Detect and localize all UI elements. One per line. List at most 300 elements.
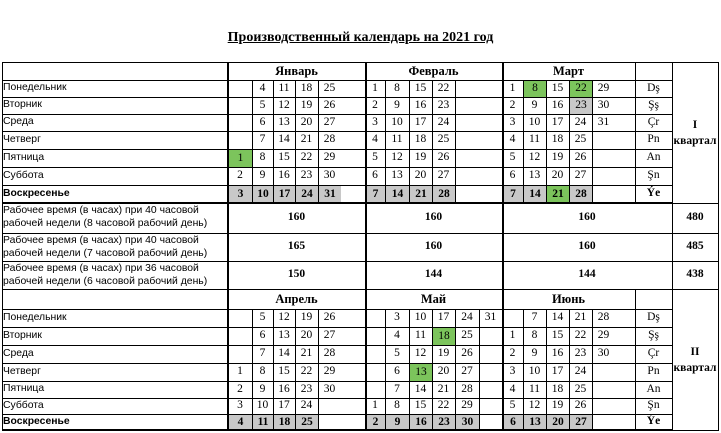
- day-cell: 8: [524, 81, 546, 97]
- day-cell: [479, 381, 502, 398]
- day-cell: 13: [391, 169, 403, 182]
- day-cell: 20: [437, 365, 450, 378]
- day-cell: 29: [323, 365, 336, 378]
- day-cell: 5: [372, 151, 378, 164]
- day-cell: 7: [503, 186, 523, 203]
- day-cell: 30: [456, 415, 479, 430]
- grid-line: [718, 203, 719, 289]
- day-cell: 21: [574, 311, 587, 324]
- day-cell: 15: [278, 151, 290, 164]
- day-cell: 6: [394, 365, 400, 378]
- hours-value: 144: [578, 268, 596, 281]
- grid-line: [2, 62, 3, 204]
- day-cell: 26: [461, 347, 473, 360]
- day-cell: 22: [570, 81, 592, 97]
- day-cell: 9: [259, 382, 266, 395]
- weekday-label: Вторник: [3, 329, 42, 341]
- grid-line: [503, 203, 504, 289]
- day-cell: 5: [259, 311, 266, 324]
- day-cell: 15: [278, 365, 290, 378]
- day-cell: [479, 398, 502, 414]
- day-cell: [592, 185, 615, 203]
- weekday-label: Четверг: [3, 133, 41, 145]
- day-cell: 8: [259, 365, 266, 378]
- day-cell: [228, 131, 252, 149]
- day-cell: 6: [259, 329, 266, 342]
- grid-line: [2, 80, 672, 81]
- grid-line: [2, 345, 672, 346]
- day-cell: 19: [414, 151, 427, 164]
- grid-line: [2, 363, 672, 364]
- day-cell: 20: [547, 415, 569, 430]
- month-header: Февраль: [408, 63, 459, 78]
- day-cell: 23: [300, 169, 313, 182]
- day-cell: 17: [551, 365, 564, 378]
- hours-value: 160: [424, 240, 443, 253]
- day-cell: 31: [484, 311, 497, 324]
- day-cell: 25: [323, 81, 336, 94]
- day-cell: 18: [551, 133, 564, 146]
- month-header: Март: [553, 63, 584, 78]
- day-cell: 11: [278, 81, 290, 94]
- grid-line: [2, 430, 718, 431]
- day-cell: 21: [410, 186, 432, 203]
- day-cell: [228, 97, 252, 114]
- day-cell: 15: [551, 81, 564, 94]
- weekday-abbr: Şş: [648, 98, 659, 111]
- day-cell: [455, 185, 479, 203]
- day-cell: 13: [528, 169, 541, 182]
- day-cell: 14: [278, 133, 290, 146]
- day-cell: 14: [414, 382, 427, 395]
- month-header: Апрель: [275, 291, 318, 306]
- day-cell: 28: [597, 311, 610, 324]
- day-cell: 1: [372, 399, 378, 412]
- quarter-label: I квартал: [673, 118, 717, 147]
- day-cell: 26: [323, 98, 336, 111]
- day-cell: 5: [509, 151, 516, 164]
- day-cell: 7: [531, 311, 538, 324]
- grid-line: [228, 62, 229, 204]
- day-cell: 30: [597, 98, 610, 111]
- grid-line: [672, 62, 673, 204]
- day-cell: 15: [414, 399, 427, 412]
- day-cell: 27: [323, 115, 336, 128]
- day-cell: 7: [366, 186, 385, 203]
- day-cell: 11: [528, 382, 541, 395]
- day-cell: [479, 345, 502, 363]
- grid-line: [2, 149, 672, 150]
- day-cell: 4: [229, 415, 252, 430]
- weekday-label: Четверг: [3, 365, 41, 377]
- day-cell: 13: [278, 329, 290, 342]
- grid-line: [2, 167, 672, 168]
- day-cell: 24: [574, 115, 587, 128]
- day-cell: 30: [597, 347, 610, 360]
- grid-line: [2, 114, 672, 115]
- day-cell: 14: [524, 186, 546, 203]
- grid-line: [2, 289, 718, 290]
- day-cell: 17: [274, 186, 295, 203]
- day-cell: 13: [524, 415, 546, 430]
- grid-line: [366, 203, 367, 289]
- day-cell: 1: [509, 81, 516, 94]
- day-cell: 24: [437, 115, 450, 128]
- day-cell: 28: [461, 382, 473, 395]
- day-cell: 17: [551, 115, 564, 128]
- day-cell: [228, 345, 252, 363]
- day-cell: [228, 327, 252, 345]
- hours-label: Рабочее время (в часах) при 40 часовой рабочей недели (8 часовой рабочий день): [3, 205, 208, 229]
- grid-line: [2, 203, 3, 289]
- day-cell: 1: [237, 365, 243, 378]
- hours-value: 160: [287, 211, 306, 224]
- grid-line: [227, 289, 228, 431]
- day-cell: 12: [528, 399, 541, 412]
- day-cell: 16: [414, 98, 427, 111]
- day-cell: 10: [528, 115, 541, 128]
- day-cell: 25: [574, 133, 587, 146]
- day-cell: 17: [278, 399, 290, 412]
- day-cell: 21: [437, 382, 450, 395]
- day-cell: [592, 149, 615, 167]
- day-cell: [228, 80, 252, 97]
- day-cell: 17: [437, 311, 450, 324]
- grid-line: [503, 62, 504, 204]
- grid-line: [366, 62, 367, 204]
- day-cell: [592, 363, 615, 381]
- day-cell: 12: [278, 311, 290, 324]
- day-cell: 21: [300, 133, 313, 146]
- hours-value: 160: [578, 240, 596, 253]
- day-cell: 23: [437, 98, 450, 111]
- weekday-label: Воскресенье: [3, 187, 70, 199]
- day-cell: 9: [259, 169, 266, 182]
- day-cell: 8: [394, 81, 400, 94]
- day-cell: 11: [528, 133, 541, 146]
- day-cell: [479, 414, 502, 430]
- day-cell: 10: [391, 115, 403, 128]
- day-cell: 17: [414, 115, 427, 128]
- day-cell: 13: [278, 115, 290, 128]
- day-cell: [455, 97, 479, 114]
- day-cell: 7: [259, 347, 266, 360]
- day-cell: 29: [597, 329, 610, 342]
- grid-line: [366, 289, 367, 431]
- weekday-abbr: Dş: [647, 311, 660, 324]
- weekday-abbr: Pn: [647, 365, 660, 378]
- day-cell: 3: [509, 365, 516, 378]
- day-cell: [318, 398, 341, 414]
- day-cell: 8: [394, 399, 400, 412]
- month-header: Июнь: [551, 291, 586, 306]
- grid-line: [635, 289, 636, 431]
- day-cell: 26: [323, 311, 336, 324]
- day-cell: 22: [437, 399, 450, 412]
- day-cell: 4: [509, 382, 516, 395]
- day-cell: 16: [551, 347, 564, 360]
- grid-line: [2, 309, 672, 310]
- day-cell: 12: [391, 151, 403, 164]
- grid-line: [503, 289, 504, 431]
- day-cell: 12: [528, 151, 541, 164]
- grid-line: [672, 289, 673, 431]
- day-cell: 9: [531, 347, 538, 360]
- day-cell: 11: [253, 415, 273, 430]
- day-cell: [592, 131, 615, 149]
- day-cell: 9: [394, 98, 400, 111]
- day-cell: [479, 363, 502, 381]
- weekday-abbr: An: [646, 382, 661, 395]
- day-cell: 14: [278, 347, 290, 360]
- grid-line: [2, 261, 718, 262]
- day-cell: 6: [372, 169, 378, 182]
- day-cell: 29: [461, 399, 473, 412]
- grid-line: [2, 414, 672, 415]
- weekday-abbr: Şn: [647, 399, 660, 412]
- weekday-label: Суббота: [3, 399, 44, 411]
- day-cell: [228, 309, 252, 327]
- weekday-abbr: An: [646, 151, 661, 164]
- weekday-label: Вторник: [3, 99, 42, 111]
- day-cell: 2: [366, 415, 385, 430]
- grid-line: [228, 203, 229, 289]
- grid-line: [2, 381, 672, 382]
- day-cell: 5: [509, 399, 516, 412]
- weekday-label: Среда: [3, 116, 34, 128]
- day-cell: 8: [259, 151, 266, 164]
- month-header: Май: [420, 291, 447, 306]
- day-cell: 9: [386, 415, 409, 430]
- day-cell: 16: [410, 415, 432, 430]
- day-cell: 27: [437, 169, 450, 182]
- weekday-label: Пятница: [3, 151, 45, 163]
- weekday-label: Воскресенье: [3, 415, 70, 427]
- day-cell: 21: [300, 347, 313, 360]
- day-cell: 10: [528, 365, 541, 378]
- grid-line: [672, 203, 673, 289]
- day-cell: 8: [531, 329, 538, 342]
- weekday-abbr: Şş: [648, 329, 659, 342]
- day-cell: 26: [574, 399, 587, 412]
- day-cell: 24: [574, 365, 587, 378]
- day-cell: 27: [574, 169, 587, 182]
- day-cell: 3: [372, 115, 378, 128]
- quarter-label: II квартал: [673, 345, 717, 374]
- day-cell: 25: [437, 133, 450, 146]
- weekday-abbr: Ýe: [646, 187, 661, 200]
- day-cell: 19: [300, 98, 313, 111]
- day-cell: 18: [414, 133, 427, 146]
- day-cell: 11: [414, 329, 427, 342]
- day-cell: 3: [394, 311, 400, 324]
- day-cell: 22: [574, 329, 587, 342]
- day-cell: 14: [386, 186, 409, 203]
- day-cell: 30: [323, 169, 336, 182]
- quarter-total: 480: [686, 211, 704, 224]
- day-cell: 4: [394, 329, 400, 342]
- day-cell: 1: [229, 150, 252, 167]
- day-cell: 2: [237, 382, 243, 395]
- day-cell: 27: [323, 329, 336, 342]
- day-cell: 24: [296, 186, 318, 203]
- day-cell: 9: [531, 98, 538, 111]
- hours-value: 144: [424, 268, 443, 281]
- grid-line: [227, 62, 228, 204]
- day-cell: 22: [300, 151, 313, 164]
- day-cell: 20: [551, 169, 564, 182]
- day-cell: [455, 80, 479, 97]
- day-cell: [455, 167, 479, 185]
- day-cell: 31: [319, 186, 341, 203]
- day-cell: 29: [323, 151, 336, 164]
- day-cell: 19: [300, 311, 313, 324]
- hours-value: 150: [287, 268, 306, 281]
- weekday-label: Понедельник: [3, 311, 67, 323]
- day-cell: 26: [437, 151, 450, 164]
- day-cell: 6: [509, 169, 516, 182]
- day-cell: 18: [433, 328, 455, 345]
- day-cell: [365, 345, 385, 363]
- grid-line: [227, 203, 228, 289]
- day-cell: [365, 327, 385, 345]
- grid-line: [2, 203, 718, 204]
- day-cell: 14: [551, 311, 564, 324]
- grid-line: [2, 97, 672, 98]
- day-cell: [502, 309, 523, 327]
- day-cell: 4: [372, 133, 378, 146]
- day-cell: [592, 414, 615, 430]
- weekday-abbr: Dş: [647, 81, 660, 94]
- day-cell: 25: [574, 382, 587, 395]
- grid-line: [2, 62, 718, 63]
- day-cell: 2: [509, 98, 516, 111]
- day-cell: 7: [394, 382, 400, 395]
- day-cell: 27: [570, 415, 592, 430]
- day-cell: 3: [229, 186, 252, 203]
- grid-line: [718, 289, 719, 431]
- day-cell: 28: [323, 133, 336, 146]
- day-cell: [592, 398, 615, 414]
- day-cell: [365, 381, 385, 398]
- day-cell: 15: [414, 81, 427, 94]
- day-cell: 28: [570, 186, 592, 203]
- day-cell: 12: [278, 98, 290, 111]
- grid-line: [2, 429, 672, 430]
- day-cell: 23: [433, 415, 455, 430]
- day-cell: 10: [256, 399, 269, 412]
- day-cell: 28: [433, 186, 455, 203]
- day-cell: 18: [551, 382, 564, 395]
- day-cell: 6: [503, 415, 523, 430]
- grid-line: [635, 62, 636, 204]
- weekday-label: Пятница: [3, 383, 45, 395]
- day-cell: 7: [259, 133, 266, 146]
- weekday-abbr: Çr: [647, 115, 660, 128]
- day-cell: 19: [437, 347, 450, 360]
- hours-value: 160: [424, 211, 443, 224]
- day-cell: 18: [300, 81, 313, 94]
- hours-value: 165: [287, 240, 306, 253]
- day-cell: 20: [414, 169, 427, 182]
- day-cell: [365, 363, 385, 381]
- weekday-label: Среда: [3, 347, 34, 359]
- day-cell: 27: [461, 365, 473, 378]
- hours-label: Рабочее время (в часах) при 40 часовой рабочей недели (7 часовой рабочий день): [3, 235, 208, 259]
- month-header: Январь: [275, 63, 318, 78]
- day-cell: 26: [574, 151, 587, 164]
- day-cell: 10: [253, 186, 273, 203]
- day-cell: 19: [551, 399, 564, 412]
- day-cell: 2: [509, 347, 516, 360]
- grid-line: [2, 398, 672, 399]
- day-cell: 20: [300, 329, 313, 342]
- day-cell: 29: [597, 81, 610, 94]
- quarter-total: 485: [686, 240, 704, 253]
- day-cell: 1: [509, 329, 516, 342]
- day-cell: 3: [237, 399, 243, 412]
- day-cell: [228, 114, 252, 131]
- day-cell: 2: [372, 98, 378, 111]
- weekday-label: Суббота: [3, 169, 44, 181]
- day-cell: 24: [461, 311, 473, 324]
- day-cell: 12: [414, 347, 427, 360]
- grid-line: [2, 327, 672, 328]
- day-cell: 31: [597, 115, 610, 128]
- hours-label: Рабочее время (в часах) при 36 часовой рабочей недели (6 часовой рабочий день): [3, 263, 208, 287]
- day-cell: [455, 131, 479, 149]
- day-cell: 3: [509, 115, 516, 128]
- day-cell: 28: [323, 347, 336, 360]
- grid-line: [718, 62, 719, 204]
- day-cell: 4: [509, 133, 516, 146]
- day-cell: 23: [574, 347, 587, 360]
- quarter-total: 438: [686, 268, 704, 281]
- day-cell: 4: [259, 81, 266, 94]
- day-cell: 1: [372, 81, 378, 94]
- day-cell: 30: [323, 382, 336, 395]
- grid-line: [2, 233, 718, 234]
- day-cell: 20: [300, 115, 313, 128]
- day-cell: 23: [300, 382, 313, 395]
- day-cell: 5: [394, 347, 400, 360]
- day-cell: 18: [274, 415, 295, 430]
- weekday-abbr: Pn: [647, 133, 660, 146]
- hours-value: 160: [578, 211, 596, 224]
- grid-line: [228, 289, 229, 431]
- day-cell: 11: [391, 133, 403, 146]
- day-cell: 5: [259, 98, 266, 111]
- day-cell: 25: [461, 329, 473, 342]
- day-cell: 2: [237, 169, 243, 182]
- weekday-abbr: Şn: [647, 169, 660, 182]
- day-cell: [592, 381, 615, 398]
- grid-line: [2, 289, 3, 431]
- day-cell: [318, 414, 341, 430]
- day-cell: 22: [437, 81, 450, 94]
- page-title: Производственный календарь на 2021 год: [227, 30, 494, 45]
- day-cell: 22: [300, 365, 313, 378]
- day-cell: 16: [551, 98, 564, 111]
- day-cell: 6: [259, 115, 266, 128]
- day-cell: [455, 149, 479, 167]
- weekday-label: Понедельник: [3, 82, 67, 94]
- day-cell: 16: [278, 169, 290, 182]
- day-cell: [365, 309, 385, 327]
- day-cell: 21: [547, 186, 569, 203]
- weekday-abbr: Çr: [647, 347, 660, 360]
- day-cell: 24: [300, 399, 313, 412]
